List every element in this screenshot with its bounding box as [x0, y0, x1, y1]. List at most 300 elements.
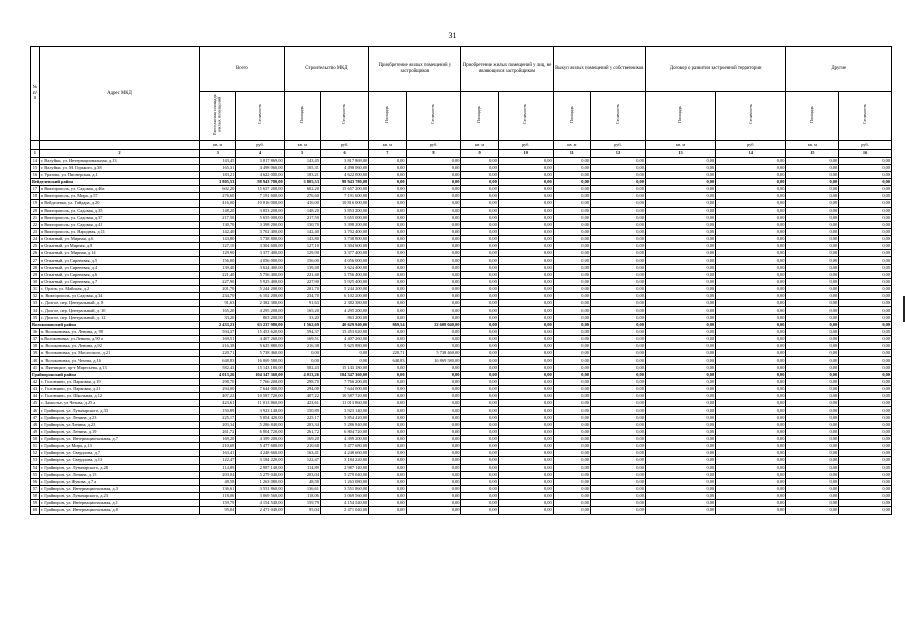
value-cell: 148,20 — [284, 207, 320, 214]
value-cell: 0,00 — [553, 314, 590, 321]
value-cell: 0,00 — [645, 171, 715, 178]
address-cell: п Вейделевка, ул. Гайдара, д.20 — [39, 200, 199, 207]
address-cell: с. Головчино, ул. Парковая, д.19 — [39, 378, 199, 385]
value-cell: 0,00 — [461, 221, 498, 228]
value-cell: 0,00 — [786, 228, 839, 235]
value-cell: 0,00 — [590, 378, 645, 385]
unit-rub: руб. — [590, 140, 645, 149]
value-cell: 0,00 — [590, 436, 645, 443]
value-cell: 0,00 — [406, 271, 461, 278]
value-cell: 0,00 — [839, 464, 892, 471]
subheader-cost: Стоимость — [590, 92, 645, 141]
row-number: 30 — [31, 278, 40, 285]
value-cell: 98 943 780,00 — [320, 178, 368, 185]
value-cell: 0,00 — [498, 193, 553, 200]
value-cell: 0,00 — [716, 378, 786, 385]
value-cell: 0,00 — [839, 186, 892, 193]
address-cell: г. Грайворон, ул. Интернациональная, д.3 — [39, 485, 199, 492]
value-cell: 143,80 — [284, 236, 320, 243]
value-cell: 0,00 — [553, 400, 590, 407]
value-cell: 0,00 — [786, 507, 839, 514]
value-cell: 0,00 — [553, 307, 590, 314]
value-cell: 0,00 — [590, 314, 645, 321]
row-number: 51 — [31, 443, 40, 450]
value-cell: 0,00 — [645, 221, 715, 228]
value-cell: 261,72 — [284, 428, 320, 435]
unit-sqm: кв. м — [284, 140, 320, 149]
row-number: 43 — [31, 386, 40, 393]
value-cell: 0,00 — [716, 257, 786, 264]
value-cell: 0,00 — [498, 236, 553, 243]
unit-sqm: кв. м — [645, 140, 715, 149]
table-row — [31, 286, 892, 293]
value-cell: 276,60 — [200, 193, 236, 200]
address-cell: п Опытный, ул Сиреневая, д.5 — [39, 257, 199, 264]
value-cell: 3 304 600,00 — [236, 243, 284, 250]
unit-sqm: кв. м — [369, 140, 406, 149]
value-cell: 0,00 — [786, 443, 839, 450]
value-cell: 15 143 180,00 — [320, 364, 368, 371]
value-cell: 7 766 200,00 — [236, 378, 284, 385]
value-cell: 5 286 840,00 — [320, 421, 368, 428]
value-cell: 3 817 869,00 — [236, 157, 284, 164]
value-cell: 0,00 — [498, 393, 553, 400]
value-cell: 0,00 — [406, 464, 461, 471]
address-cell: г. Грайворон, ул Ленина, д.23 — [39, 421, 199, 428]
column-number-row — [31, 149, 892, 157]
value-cell: 150,89 — [284, 407, 320, 414]
value-cell: 129,90 — [200, 250, 236, 257]
address-cell: п Опытный, ул. Мирная, д.6 — [39, 236, 199, 243]
table-row — [31, 164, 892, 171]
row-number: 50 — [31, 436, 40, 443]
value-cell: 0,00 — [716, 457, 786, 464]
value-cell: 0,00 — [406, 493, 461, 500]
value-cell: 0,00 — [406, 485, 461, 492]
value-cell: 0,00 — [369, 436, 406, 443]
row-number: 34 — [31, 307, 40, 314]
value-cell: 15 453 620,00 — [320, 328, 368, 335]
value-cell: 7 766 200,00 — [320, 378, 368, 385]
value-cell: 0,00 — [590, 300, 645, 307]
value-cell: 0,00 — [839, 493, 892, 500]
value-cell: 294,00 — [284, 386, 320, 393]
value-cell: 5 854 420,00 — [236, 414, 284, 421]
value-cell: 122,47 — [200, 457, 236, 464]
address-cell: г. Грайворон, ул. Свердлова, д.13 — [39, 457, 199, 464]
value-cell: 0,00 — [590, 207, 645, 214]
value-cell: 0,00 — [369, 164, 406, 171]
row-number: 21 — [31, 214, 40, 221]
value-cell: 0,00 — [839, 293, 892, 300]
value-cell: 217,50 — [284, 214, 320, 221]
value-cell: 648,83 — [369, 357, 406, 364]
value-cell: 0,00 — [553, 293, 590, 300]
value-cell: 0,00 — [786, 264, 839, 271]
value-cell: 0,00 — [645, 357, 715, 364]
value-cell: 0,00 — [369, 386, 406, 393]
value-cell: 0,00 — [590, 171, 645, 178]
value-cell: 0,00 — [553, 200, 590, 207]
value-cell: 0,00 — [839, 200, 892, 207]
value-cell: 0,00 — [406, 264, 461, 271]
value-cell: 0,00 — [461, 328, 498, 335]
value-cell: 33,20 — [200, 314, 236, 321]
value-cell: 4 295 200,00 — [236, 307, 284, 314]
value-cell: 0,00 — [839, 400, 892, 407]
value-cell: 15 657 200,00 — [320, 186, 368, 193]
value-cell: 0,00 — [786, 485, 839, 492]
value-cell: 0,00 — [369, 407, 406, 414]
value-cell: 0,00 — [839, 378, 892, 385]
row-number: 52 — [31, 450, 40, 457]
row-number: 31 — [31, 286, 40, 293]
value-cell: 5 738 460,00 — [406, 350, 461, 357]
value-cell: 6 102 200,00 — [236, 293, 284, 300]
value-cell: 0,00 — [553, 443, 590, 450]
value-cell: 0,00 — [498, 157, 553, 164]
value-cell: 0,00 — [369, 421, 406, 428]
value-cell: 0,00 — [461, 228, 498, 235]
value-cell: 0,00 — [461, 421, 498, 428]
value-cell: 0,00 — [645, 293, 715, 300]
value-cell: 0,00 — [839, 457, 892, 464]
value-cell: 221,40 — [200, 271, 236, 278]
row-number: 22 — [31, 221, 40, 228]
value-cell: 0,00 — [406, 343, 461, 350]
row-number: 56 — [31, 478, 40, 485]
value-cell: 0,00 — [786, 457, 839, 464]
row-number: 15 — [31, 164, 40, 171]
address-cell: г. Грайворон, ул Жукова, д.7 а — [39, 478, 199, 485]
value-cell: 0,00 — [406, 414, 461, 421]
table-row — [31, 186, 892, 193]
value-cell: 0,00 — [369, 193, 406, 200]
value-cell: 0,00 — [406, 407, 461, 414]
value-cell: 0,00 — [498, 507, 553, 514]
value-cell: 0,00 — [590, 286, 645, 293]
value-cell: 234,70 — [200, 293, 236, 300]
value-cell: 169,51 — [284, 336, 320, 343]
value-cell: 0,00 — [406, 386, 461, 393]
value-cell: 0,00 — [553, 193, 590, 200]
subheader-area: Площадь — [284, 92, 320, 141]
value-cell: 0,00 — [498, 357, 553, 364]
address-cell: п. Волоконовка, ул. Чехова, д.16 — [39, 357, 199, 364]
value-cell: 221,40 — [284, 271, 320, 278]
value-cell: 0,00 — [406, 200, 461, 207]
value-cell: 0,00 — [406, 236, 461, 243]
value-cell: 98 943 780,00 — [236, 178, 284, 185]
value-cell: 0,00 — [553, 236, 590, 243]
value-cell: 0,00 — [645, 485, 715, 492]
value-cell: 0,00 — [645, 500, 715, 507]
row-number: 55 — [31, 471, 40, 478]
value-cell: 0,00 — [839, 157, 892, 164]
value-cell: 0,00 — [553, 278, 590, 285]
value-cell: 0,00 — [461, 243, 498, 250]
value-cell: 0,00 — [716, 221, 786, 228]
value-cell: 0,00 — [590, 407, 645, 414]
value-cell: 4 013,26 — [200, 371, 236, 378]
value-cell: 0,00 — [645, 478, 715, 485]
value-cell: 0,00 — [590, 178, 645, 185]
table-row — [31, 221, 892, 228]
value-cell: 203,34 — [200, 421, 236, 428]
value-cell: 0,00 — [461, 507, 498, 514]
value-cell: 0,00 — [553, 364, 590, 371]
table-row — [31, 350, 892, 357]
value-cell: 0,00 — [461, 200, 498, 207]
subheader-cost: Стоимость — [406, 92, 461, 141]
value-cell: 183,21 — [200, 171, 236, 178]
value-cell: 0,00 — [406, 328, 461, 335]
value-cell: 5 925 400,00 — [320, 278, 368, 285]
value-cell: 0,00 — [498, 464, 553, 471]
value-cell: 0,00 — [590, 507, 645, 514]
value-cell: 594,37 — [284, 328, 320, 335]
value-cell: 0,00 — [461, 207, 498, 214]
value-cell: 0,00 — [716, 336, 786, 343]
value-cell: 0,00 — [645, 457, 715, 464]
value-cell: 0,00 — [839, 264, 892, 271]
value-cell: 0,00 — [553, 464, 590, 471]
address-cell: г. Грайворон, ул Мира, д.13 — [39, 443, 199, 450]
value-cell: 0,00 — [590, 186, 645, 193]
column-number: 5 — [284, 149, 320, 157]
subheader-cost: Стоимость — [320, 92, 368, 141]
value-cell: 0,00 — [590, 393, 645, 400]
row-number: 29 — [31, 271, 40, 278]
value-cell: 0,00 — [369, 271, 406, 278]
value-cell: 0,00 — [716, 157, 786, 164]
value-cell: 0,00 — [590, 364, 645, 371]
value-cell: 130,70 — [284, 221, 320, 228]
value-cell: 0,00 — [369, 343, 406, 350]
value-cell: 0,00 — [369, 507, 406, 514]
value-cell: 0,00 — [553, 336, 590, 343]
address-cell: г. Валуйки, ул. Интернациональная, д.13 — [39, 157, 199, 164]
table-row — [31, 393, 892, 400]
value-cell: 0,00 — [461, 464, 498, 471]
value-cell: 165,31 — [284, 164, 320, 171]
address-cell: п Опытный, ул Сиреневая, д.4 — [39, 264, 199, 271]
value-cell: 0,00 — [716, 250, 786, 257]
value-cell: 0,00 — [716, 186, 786, 193]
value-cell: 0,00 — [645, 407, 715, 414]
value-cell: 5 925 400,00 — [236, 278, 284, 285]
address-cell: с. Головчино, ул. Парковая, д.21 — [39, 386, 199, 393]
value-cell: 0,00 — [553, 186, 590, 193]
header-address: Адрес МКД — [39, 47, 199, 141]
value-cell: 0,00 — [498, 371, 553, 378]
value-cell: 0,00 — [839, 243, 892, 250]
value-cell: 0,00 — [590, 293, 645, 300]
value-cell: 0,00 — [839, 450, 892, 457]
value-cell: 0,00 — [786, 193, 839, 200]
value-cell: 602,20 — [200, 186, 236, 193]
value-cell: 0,00 — [461, 357, 498, 364]
table-row — [31, 228, 892, 235]
value-cell: 0,00 — [553, 221, 590, 228]
value-cell: 16 869 580,00 — [236, 357, 284, 364]
value-cell: 0,00 — [406, 228, 461, 235]
row-number: 41 — [31, 364, 40, 371]
value-cell: 0,00 — [369, 428, 406, 435]
district-subtotal-row — [31, 178, 892, 185]
value-cell: 0,00 — [645, 178, 715, 185]
row-number: 47 — [31, 414, 40, 421]
value-cell: 0,00 — [498, 378, 553, 385]
value-cell: 0,00 — [590, 321, 645, 328]
value-cell: 0,00 — [839, 328, 892, 335]
district-name: Грайворонский район — [31, 371, 200, 378]
value-cell: 0,00 — [461, 300, 498, 307]
value-cell: 0,00 — [461, 378, 498, 385]
value-cell: 0,00 — [786, 450, 839, 457]
value-cell: 0,00 — [786, 307, 839, 314]
value-cell: 0,00 — [461, 236, 498, 243]
column-number: 2 — [39, 149, 199, 157]
value-cell: 3 184 220,00 — [236, 457, 284, 464]
table-row — [31, 464, 892, 471]
value-cell: 0,00 — [369, 400, 406, 407]
value-cell: 0,00 — [645, 507, 715, 514]
row-number: 40 — [31, 357, 40, 364]
value-cell: 0,00 — [645, 371, 715, 378]
value-cell: 225,17 — [284, 414, 320, 421]
value-cell: 5 286 840,00 — [236, 421, 284, 428]
row-number: 33 — [31, 300, 40, 307]
value-cell: 0,00 — [369, 328, 406, 335]
value-cell: 0,00 — [498, 343, 553, 350]
table-row — [31, 257, 892, 264]
value-cell: 0,00 — [461, 478, 498, 485]
value-cell: 0,00 — [553, 507, 590, 514]
value-cell: 0,00 — [369, 157, 406, 164]
value-cell: 95,04 — [284, 507, 320, 514]
value-cell: 0,00 — [553, 450, 590, 457]
value-cell: 3 702 400,00 — [320, 228, 368, 235]
value-cell: 3 805,53 — [284, 178, 320, 185]
row-number: 44 — [31, 393, 40, 400]
column-number: 8 — [406, 149, 461, 157]
value-cell: 0,00 — [498, 493, 553, 500]
value-cell: 201,70 — [200, 286, 236, 293]
value-cell: 0,00 — [553, 471, 590, 478]
value-cell: 143,80 — [200, 236, 236, 243]
value-cell: 0,00 — [786, 178, 839, 185]
value-cell: 0,00 — [590, 464, 645, 471]
value-cell: 0,00 — [590, 278, 645, 285]
value-cell: 0,00 — [406, 471, 461, 478]
value-cell: 0,00 — [461, 286, 498, 293]
value-cell: 3 624 400,00 — [320, 264, 368, 271]
value-cell: 0,00 — [645, 464, 715, 471]
value-cell: 0,00 — [716, 386, 786, 393]
value-cell: 0,00 — [369, 286, 406, 293]
value-cell: 0,00 — [406, 436, 461, 443]
value-cell: 0,00 — [716, 278, 786, 285]
value-cell: 0,00 — [498, 364, 553, 371]
value-cell: 0,00 — [786, 436, 839, 443]
value-cell: 0,00 — [645, 164, 715, 171]
value-cell: 0,00 — [590, 336, 645, 343]
address-cell: с. Долгое, пер. Центральный, д. 8 — [39, 300, 199, 307]
value-cell: 0,00 — [786, 343, 839, 350]
value-cell: 0,00 — [498, 421, 553, 428]
value-cell: 0,00 — [716, 200, 786, 207]
value-cell: 0,00 — [498, 257, 553, 264]
value-cell: 156,00 — [284, 257, 320, 264]
address-cell: г. Грайворон, ул. Свердлова, д.7 — [39, 450, 199, 457]
row-number: 60 — [31, 507, 40, 514]
value-cell: 201,70 — [284, 286, 320, 293]
value-cell: 0,00 — [645, 207, 715, 214]
address-cell: с. Замостье, ул Чехова, д.25 а — [39, 400, 199, 407]
value-cell: 40 629 940,00 — [320, 321, 368, 328]
value-cell: 6 102 200,00 — [320, 293, 368, 300]
address-cell: г. Грайворон, ул. Ленина, д.23 — [39, 414, 199, 421]
row-number: 36 — [31, 328, 40, 335]
value-cell: 0,00 — [553, 500, 590, 507]
address-cell: г. Грайворон, ул. Ленина, д.19 — [39, 428, 199, 435]
value-cell: 1 562,69 — [284, 321, 320, 328]
value-cell: 0,00 — [369, 378, 406, 385]
value-cell: 114,89 — [284, 464, 320, 471]
value-cell: 0,00 — [406, 314, 461, 321]
value-cell: 0,00 — [645, 378, 715, 385]
value-cell: 0,00 — [553, 457, 590, 464]
address-cell: п. Волоконовка, ул. Ленина, д.92 — [39, 343, 199, 350]
value-cell: 0,00 — [498, 221, 553, 228]
value-cell: 0,00 — [369, 336, 406, 343]
value-cell: 0,00 — [498, 207, 553, 214]
value-cell: 203,04 — [284, 471, 320, 478]
value-cell: 6 804 720,00 — [236, 428, 284, 435]
value-cell: 0,00 — [406, 278, 461, 285]
value-cell: 0,00 — [369, 264, 406, 271]
value-cell: 0,00 — [406, 507, 461, 514]
value-cell: 0,00 — [786, 321, 839, 328]
value-cell: 0,00 — [553, 436, 590, 443]
value-cell: 0,00 — [839, 214, 892, 221]
value-cell: 0,00 — [716, 428, 786, 435]
value-cell: 0,00 — [786, 221, 839, 228]
value-cell: 0,00 — [498, 171, 553, 178]
value-cell: 0,00 — [406, 214, 461, 221]
value-cell: 0,00 — [786, 293, 839, 300]
value-cell: 0,00 — [645, 228, 715, 235]
value-cell: 5 625 880,00 — [320, 343, 368, 350]
value-cell: 0,00 — [590, 257, 645, 264]
value-cell: 0,00 — [369, 364, 406, 371]
value-cell: 0,00 — [716, 264, 786, 271]
value-cell: 0,00 — [645, 393, 715, 400]
value-cell: 0,00 — [369, 314, 406, 321]
unit-sqm: кв. м — [461, 140, 498, 149]
value-cell: 0,00 — [716, 178, 786, 185]
value-cell: 0,00 — [553, 350, 590, 357]
value-cell: 0,00 — [716, 236, 786, 243]
value-cell: 0,00 — [461, 386, 498, 393]
value-cell: 118,06 — [284, 493, 320, 500]
value-cell: 0,00 — [716, 493, 786, 500]
value-cell: 0,00 — [369, 485, 406, 492]
value-cell: 407,22 — [284, 393, 320, 400]
value-cell: 0,00 — [553, 493, 590, 500]
value-cell: 0,00 — [716, 507, 786, 514]
